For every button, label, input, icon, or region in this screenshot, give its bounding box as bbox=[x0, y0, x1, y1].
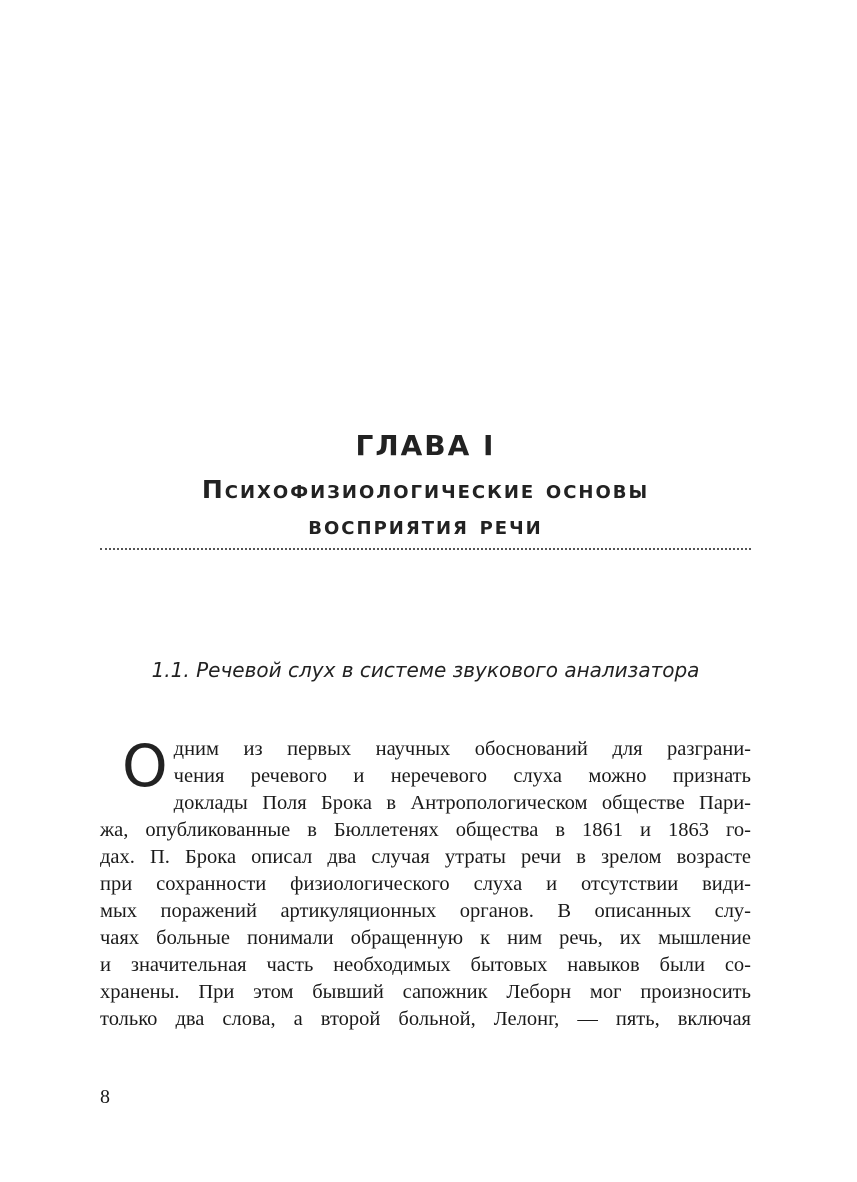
text-line: при сохранности физиологического слуха и отсутствии види- bbox=[100, 873, 751, 895]
text-line: хранены. При этом бывший сапожник Леборн мог произносить bbox=[100, 981, 751, 1003]
text-line: жа, опубликованные в Бюллетенях общества в 1861 и 1863 го- bbox=[100, 819, 751, 841]
chapter-label: ГЛАВА I bbox=[355, 429, 496, 462]
text-line: чения речевого и неречевого слуха можно признать bbox=[173, 765, 751, 787]
dotted-divider bbox=[100, 548, 751, 550]
text-line: доклады Поля Брока в Антропологическом обществе Пари- bbox=[173, 792, 751, 814]
chapter-heading bbox=[100, 420, 751, 544]
section-heading: 1.1. Речевой слух в системе звукового анализатора bbox=[151, 658, 700, 682]
text-line: дним из первых научных обоснований для разграни- bbox=[173, 738, 751, 760]
drop-cap: О bbox=[122, 732, 168, 800]
text-line: мых поражений артикуляционных органов. В описанных слу- bbox=[100, 900, 751, 922]
text-line: и значительная часть необходимых бытовых навыков были со- bbox=[100, 954, 751, 976]
text-line: только два слова, а второй больной, Лелонг, — пять, включая bbox=[100, 1008, 751, 1030]
page-number: 8 bbox=[100, 1086, 110, 1108]
text-line: дах. П. Брока описал два случая утраты речи в зрелом возрасте bbox=[100, 846, 751, 868]
text-line: чаях больные понимали обращенную к ним речь, их мышление bbox=[100, 927, 751, 949]
chapter-title-line-2: восприятия речи bbox=[308, 511, 543, 540]
chapter-title-line-1: Психофизиологические основы bbox=[201, 475, 650, 504]
body-paragraph bbox=[100, 732, 751, 1033]
